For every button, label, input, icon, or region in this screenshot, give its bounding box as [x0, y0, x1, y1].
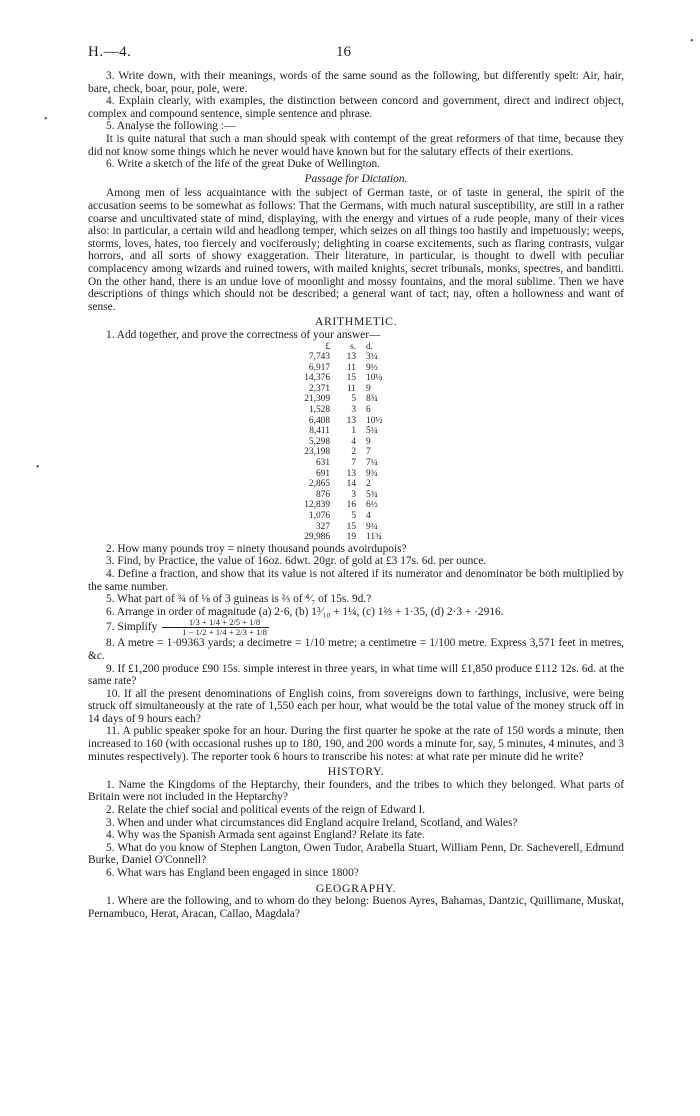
- shillings-cell: 5: [351, 510, 356, 521]
- shillings-unit: s.: [350, 341, 356, 352]
- margin-dot: •: [44, 114, 48, 125]
- document-reference: H.—4.: [88, 44, 132, 60]
- arithmetic-heading: ARITHMETIC.: [314, 314, 398, 329]
- pence-cell: 5¼: [366, 426, 378, 437]
- pence-cell: 9¼: [366, 521, 378, 532]
- arithmetic-question: 6. Arrange in order of magnitude (a) 2·6, (b) 1³⁄₁₀ + 1¼, (c) 1⅔ + 1·35, (d) 2·3 + ·2916.: [106, 605, 504, 618]
- pounds-cell: 23,198: [304, 447, 330, 458]
- pence-cell: 7¼: [366, 458, 378, 468]
- pounds-cell: 327: [315, 521, 330, 532]
- pounds-cell: 6,917: [308, 362, 330, 373]
- history-question: 6. What wars has England been engaged in since 1800?: [106, 867, 359, 879]
- arithmetic-question: 8. A metre = 1·09363 yards; a decimetre = 1/10 metre; a centimetre = 1/100 metre. Express 3,571 feet in metres, &c.: [88, 637, 624, 662]
- pounds-unit: £: [325, 341, 330, 352]
- pounds-cell: 691: [315, 468, 330, 479]
- arithmetic-question: 4. Define a fraction, and show that its value is not altered if its numerator and denominator be both multiplied by the same number.: [88, 567, 624, 593]
- arithmetic-question: 2. How many pounds troy = ninety thousand pounds avoirdupois?: [106, 542, 407, 555]
- page-number: 16: [336, 44, 351, 60]
- pounds-cell: 29,986: [304, 532, 330, 543]
- addition-table: [284, 341, 396, 542]
- history-question: 2. Relate the chief social and political events of the reign of Edward I.: [106, 804, 426, 817]
- addition-row: [284, 511, 396, 522]
- addition-row: [284, 363, 396, 374]
- pence-cell: 2: [366, 479, 371, 490]
- shillings-cell: 7: [351, 458, 356, 468]
- addition-row: [284, 469, 396, 480]
- pounds-cell: 6,408: [308, 415, 330, 426]
- pounds-cell: 2,865: [308, 479, 330, 490]
- addition-row: [284, 447, 396, 458]
- shillings-cell: 11: [346, 383, 356, 394]
- grammar-question: 4. Explain clearly, with examples, the distinction between concord and government, direct and indirect object, complex and compound sentence, simple sentence and phrase.: [88, 95, 624, 120]
- geography-heading: GEOGRAPHY.: [315, 880, 397, 895]
- shillings-cell: 19: [346, 532, 356, 543]
- pence-cell: 11¾: [366, 532, 383, 543]
- margin-dot: •: [36, 462, 40, 473]
- pence-cell: 6½: [366, 500, 378, 511]
- addition-row: [284, 405, 396, 416]
- pence-cell: 6: [366, 405, 371, 416]
- simplify-label: 7. Simplify: [106, 621, 158, 634]
- shillings-cell: 5: [351, 394, 356, 405]
- history-question: 5. What do you know of Stephen Langton, Owen Tudor, Arabella Stuart, William Penn, Dr. Sacheverell, Edmund Burke, Daniel O'Connell?: [88, 841, 624, 867]
- pounds-cell: 631: [315, 458, 330, 468]
- shillings-cell: 1: [351, 426, 356, 437]
- geography-question: 1. Where are the following, and to whom do they belong: Buenos Ayres, Bahamas, Dantzic, Quillimane, Muskat, Pernambuco, Herat, Aracan, Callao, Magdala?: [88, 895, 624, 920]
- pounds-cell: 2,371: [308, 383, 330, 394]
- pence-cell: 9: [366, 436, 371, 447]
- pounds-cell: 7,743: [308, 352, 330, 363]
- grammar-section: [88, 70, 624, 171]
- addition-row: [284, 416, 396, 427]
- addition-row: [284, 394, 396, 405]
- pence-cell: 10½: [366, 415, 383, 426]
- shillings-cell: 3: [351, 405, 356, 416]
- addition-row: [284, 384, 396, 395]
- addition-row: [284, 352, 396, 363]
- analysis-passage: It is quite natural that such a man should speak with contempt of the great reformers of that time, because they did not know some things which he never would have known but for the salutary effects of their exertions.: [88, 132, 624, 158]
- pounds-cell: 14,376: [304, 373, 330, 384]
- shillings-cell: 11: [346, 362, 356, 373]
- grammar-question: 6. Write a sketch of the life of the great Duke of Wellington.: [106, 158, 381, 171]
- pence-cell: 3¼: [366, 352, 378, 363]
- addition-row: [284, 373, 396, 384]
- arithmetic-question: 1. Add together, and prove the correctness of your answer—: [106, 328, 381, 341]
- shillings-cell: 13: [346, 468, 356, 479]
- history-question: 4. Why was the Spanish Armada sent against England? Relate its fate.: [106, 829, 425, 842]
- pounds-cell: 8,411: [309, 426, 330, 437]
- pence-cell: 5¾: [366, 489, 378, 500]
- arithmetic-question: 11. A public speaker spoke for an hour. During the first quarter he spoke at the rate of 150 words a minute, then increased to 160 (with occasional rushes up to 180, 190, and 200 words a minute for, say, 5 minutes, 4 minutes, and 3 minutes respectively). The reporter took 6 hours to transcribe his notes: at what rate per minute did he write?: [88, 725, 624, 763]
- arithmetic-question: 10. If all the present denominations of English coins, from sovereigns down to farthings, inclusive, were being struck off simultaneously at the rate of 1,550 each per hour, what would be the total value of the money struck off in 14 days of 9 hours each?: [88, 687, 624, 725]
- grammar-question: 3. Write down, with their meanings, words of the same sound as the following, but differently spelt: Air, hair, bare, check, boar, pour, pole, were.: [88, 70, 624, 95]
- pounds-cell: 21,309: [304, 394, 330, 405]
- arithmetic-question: 9. If £1,200 produce £90 15s. simple interest in three years, in what time will £1,850 produce £112 12s. 6d. at the same rate?: [88, 662, 624, 688]
- simplify-fraction: [162, 618, 269, 637]
- shillings-cell: 13: [346, 352, 356, 363]
- dictation-heading: Passage for Dictation.: [304, 172, 408, 185]
- arithmetic-question: 3. Find, by Practice, the value of 16oz. 6dwt. 20gr. of gold at £3 17s. 6d. per ounce.: [106, 555, 487, 568]
- addition-row: [284, 458, 396, 469]
- shillings-cell: 4: [351, 436, 356, 447]
- shillings-cell: 15: [346, 521, 356, 532]
- addition-row: [284, 479, 396, 490]
- addition-row: [284, 426, 396, 437]
- shillings-cell: 16: [346, 500, 356, 511]
- pence-cell: 8¾: [366, 394, 378, 405]
- arithmetic-question: 5. What part of ¾ of ⅛ of 3 guineas is ⅔ of ⁴⁄₇ of 15s. 9d.?: [106, 593, 372, 606]
- pence-cell: 10¼: [366, 373, 383, 384]
- history-heading: HISTORY.: [327, 764, 385, 779]
- pounds-cell: 12,839: [304, 500, 330, 511]
- arithmetic-question-simplify: [88, 618, 624, 637]
- shillings-cell: 15: [346, 373, 356, 384]
- fraction-denominator: 1 − 1/2 + 1/4 + 2/3 + 1/8: [182, 627, 267, 638]
- shillings-cell: 14: [346, 479, 356, 490]
- dictation-passage: Among men of less acquaintance with the subject of German taste, or of taste in general, the spirit of the accusation seems to be somewhat as follows: That the Germans, with much natural susceptibility, are still in a rather coarse and uncultivated state of mind, displaying, with the energy and virtues of a rude people, many of their vices also: in particular, a certain wild and headlong temper, which seizes on all things too hastily and impetuously; weeps, storms, loves, hates, too fiercely and vociferously; delighting in coarse excitements, such as flaring contrasts, vulgar horrors, and all sorts of showy exaggeration. Their literature, in particular, is thought to dwell with peculiar complacency among wizards and ruined towers, with mailed knights, secret tribunals, monks, spectres, and banditti. On the other hand, there is an undue love of moonlight and mossy fountains, and the moral sublime. Then we have descriptions of things which should not be described; a general want of tact; nay, often a hollowness and want of sense.: [88, 187, 624, 313]
- pounds-cell: 876: [315, 489, 330, 500]
- history-question: 3. When and under what circumstances did England acquire Ireland, Scotland, and Wales?: [106, 816, 518, 829]
- addition-row: [284, 522, 396, 533]
- pounds-cell: 5,298: [308, 436, 330, 447]
- pence-cell: 9: [366, 383, 371, 394]
- pence-cell: 4: [366, 510, 371, 521]
- pence-cell: 7: [366, 447, 371, 458]
- addition-row: [284, 437, 396, 448]
- addition-row: [284, 500, 396, 511]
- pounds-cell: 1,076: [308, 510, 330, 521]
- addition-row: [284, 490, 396, 501]
- pounds-cell: 1,528: [308, 405, 330, 416]
- shillings-cell: 2: [351, 447, 356, 458]
- history-question: 1. Name the Kingdoms of the Heptarchy, their founders, and the tribes to which they belonged. What parts of Britain were not included in the Heptarchy?: [88, 778, 624, 804]
- margin-dot: •: [690, 36, 694, 47]
- grammar-question: 5. Analyse the following :—: [106, 120, 236, 133]
- addition-row: [284, 532, 396, 543]
- shillings-cell: 3: [351, 489, 356, 500]
- page-header: [88, 40, 624, 70]
- pence-cell: 9¾: [366, 468, 378, 479]
- exam-page: [88, 40, 624, 920]
- pence-cell: 9½: [366, 362, 378, 373]
- pence-unit: d.: [366, 341, 373, 352]
- fraction-numerator: 1/3 + 1/4 + 2/5 + 1/8: [162, 618, 269, 628]
- currency-units-row: [284, 341, 396, 352]
- shillings-cell: 13: [346, 415, 356, 426]
